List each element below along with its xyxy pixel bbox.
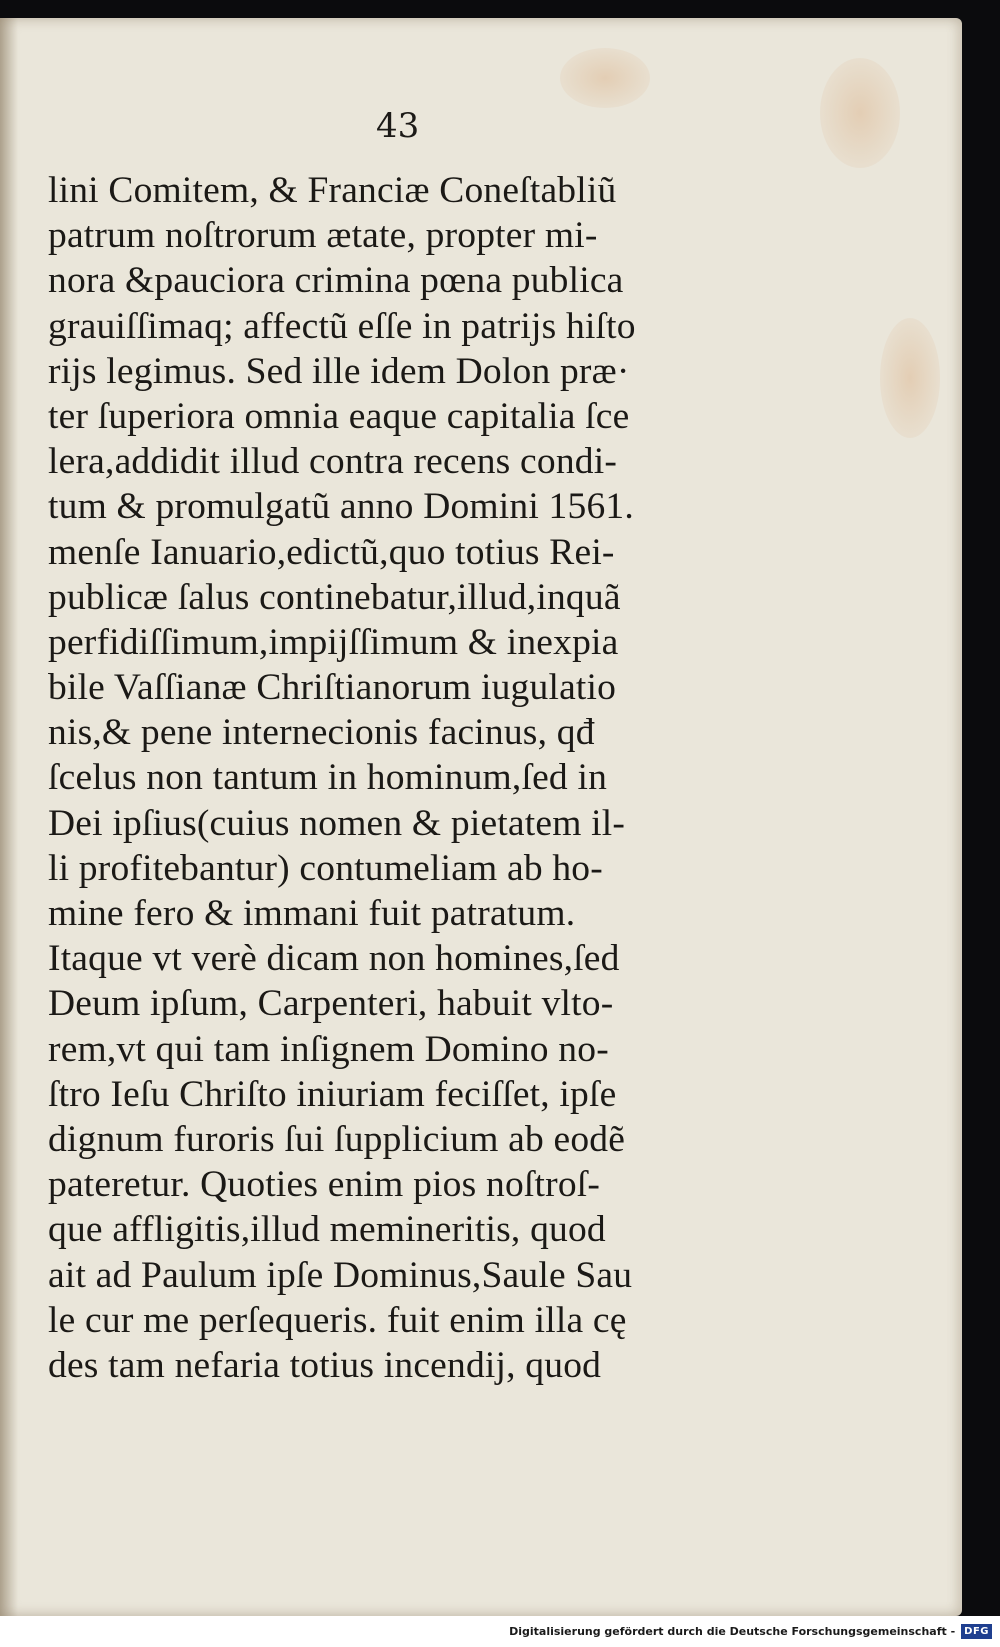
text-line: publicæ ſalus continebatur,illud,inquã [48,576,621,618]
text-line: menſe Ianuario,edictũ,quo totius Rei- [48,531,615,573]
body-text [48,168,748,1388]
text-line: rijs legimus. Sed ille idem Dolon præ· [48,350,630,392]
text-line: ſcelus non tantum in hominum,ſed in [48,757,608,799]
text-line: ſtro Ieſu Chriſto iniuriam feciſſet, ipſe [48,1073,617,1115]
text-line: lera,addidit illud contra recens condi- [48,441,618,483]
paper-stain [880,318,940,438]
text-line: des tam nefaria totius incendij, quod [48,1344,602,1386]
dfg-logo: DFG [961,1624,992,1639]
book-page [0,18,962,1616]
text-line: Dei ipſius(cuius nomen & pietatem il- [48,802,626,844]
text-line: ter ſuperiora omnia eaque capitalia ſce [48,395,630,437]
text-line: li profitebantur) contumeliam ab ho- [48,847,603,889]
funding-notice: Digitalisierung gefördert durch die Deutsche Forschungsgemeinschaft - [509,1625,956,1638]
text-line: pateretur. Quoties enim pios noſtroſ- [48,1164,601,1206]
text-line: perfidiſſimum,impijſſimum & inexpia [48,621,619,663]
text-line: mine fero & immani fuit patratum. [48,893,576,934]
paper-stain [820,58,900,168]
text-line: nora &pauciora crimina pœna publica [48,260,624,302]
text-line: tum & promulgatũ anno Domini 1561. [48,486,634,528]
text-line: le cur me perſequeris. fuit enim illa cę [48,1299,627,1341]
text-line: patrum noſtrorum ætate, propter mi- [48,215,598,257]
text-line: Itaque vt verè dicam non homines,ſed [48,938,620,980]
text-line: Deum ipſum, Carpenteri, habuit vlto- [48,983,614,1025]
text-line: dignum furoris ſui ſupplicium ab eodẽ [48,1118,626,1160]
text-line: bile Vaſſianæ Chriſtianorum iugulatio [48,667,617,709]
text-line: lini Comitem, & Franciæ Coneſtabliũ [48,170,617,211]
text-line: que affligitis,illud memineritis, quod [48,1209,606,1251]
text-line: grauiſſimaq; affectũ eſſe in patrijs hiſto [48,305,636,347]
text-line: rem,vt qui tam inſignem Domino no- [48,1028,609,1070]
digitization-footer [0,1616,1000,1647]
text-line: ait ad Paulum ipſe Dominus,Saule Sau [48,1254,633,1296]
text-line: nis,& pene internecionis facinus, qđ [48,712,595,754]
page-number: 43 [376,106,420,146]
paper-stain [560,48,650,108]
